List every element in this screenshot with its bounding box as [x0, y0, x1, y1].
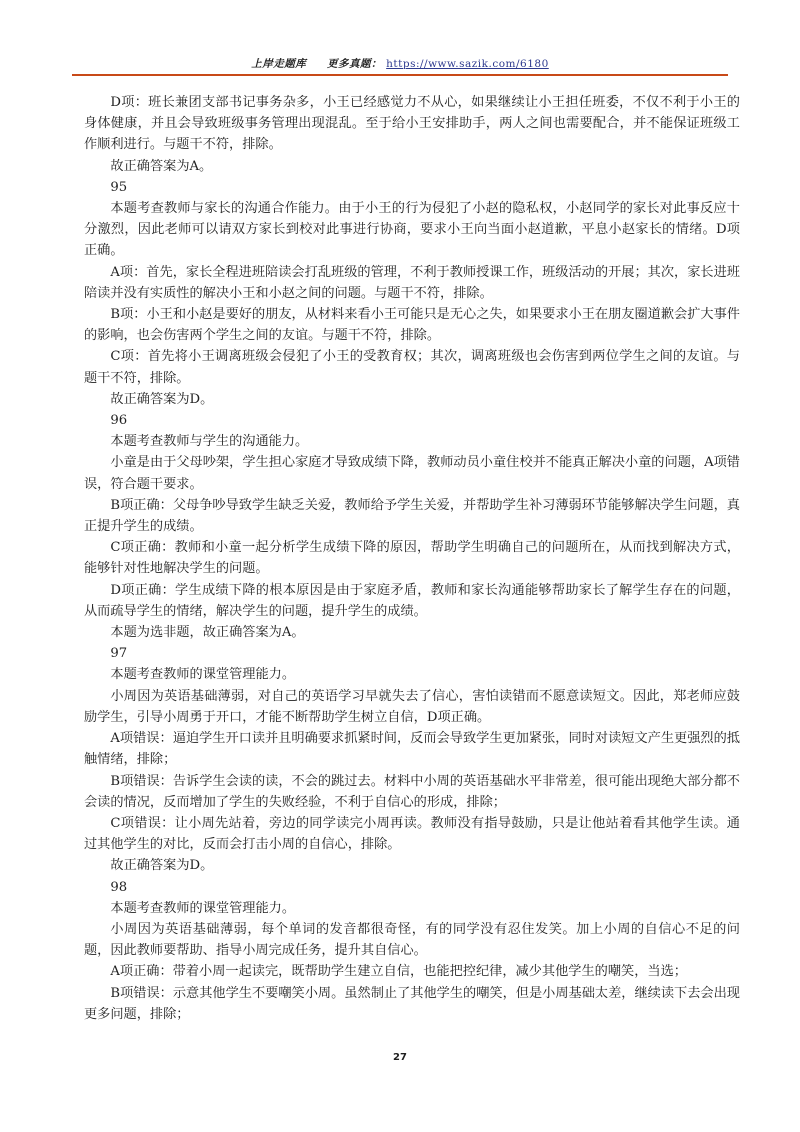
paragraph: C项错误：让小周先站着，旁边的同学读完小周再读。教师没有指导鼓励，只是让他站着看其他学生读。通过其他学生的对比，反而会打击小周的自信心，排除。	[84, 815, 740, 853]
question-number: 96	[110, 413, 128, 429]
paragraph: A项错误：逼迫学生开口读并且明确要求抓紧时间，反而会导致学生更加紧张，同时对读短文产生更强烈的抵触情绪，排除；	[84, 731, 740, 768]
question-number: 98	[110, 879, 128, 895]
paragraph: D项：班长兼团支部书记事务杂多，小王已经感觉力不从心，如果继续让小王担任班委，不仅不利于小王的身体健康，并且会导致班级事务管理出现混乱。至于给小王安排助手，两人之间也需要配合，并不能保证班级工作顺利进行。与题干不符，排除。	[84, 95, 740, 153]
header-source-label: 上岸走题库	[251, 58, 307, 70]
paragraph: 本题为选非题，故正确答案为A。	[110, 625, 305, 641]
paragraph: 故正确答案为A。	[110, 158, 213, 174]
paragraph: 小周因为英语基础薄弱，对自己的英语学习早就失去了信心，害怕读错而不愿意读短文。因此，郑老师应鼓励学生，引导小周勇于开口，才能不断帮助学生树立自信，D项正确。	[84, 688, 740, 725]
header-divider	[72, 74, 728, 76]
document-body	[84, 92, 740, 1025]
header-url-link[interactable]: https://www.sazik.com/6180	[386, 58, 549, 70]
paragraph: B项：小王和小赵是要好的朋友，从材料来看小王可能只是无心之失，如果要求小王在朋友圈道歉会扩大事件的影响，也会伤害两个学生之间的友谊。与题干不符，排除。	[84, 307, 740, 344]
paragraph: 故正确答案为D。	[110, 858, 214, 874]
paragraph: B项错误：示意其他学生不要嘲笑小周。虽然制止了其他学生的嘲笑，但是小周基础太差，继续读下去会出现更多问题，排除；	[84, 985, 740, 1022]
paragraph: 本题考查教师的课堂管理能力。	[110, 900, 296, 916]
question-number: 97	[110, 646, 128, 662]
paragraph: 小童是由于父母吵架，学生担心家庭才导致成绩下降，教师动员小童住校并不能真正解决小童的问题，A项错误，符合题干要求。	[84, 455, 740, 492]
paragraph: B项错误：告诉学生会读的读，不会的跳过去。材料中小周的英语基础水平非常差，很可能出现绝大部分都不会读的情况，反而增加了学生的失败经验，不利于自信心的形成，排除；	[84, 773, 740, 810]
paragraph: C项正确：教师和小童一起分析学生成绩下降的原因，帮助学生明确自己的问题所在，从而找到解决方式，能够针对性地解决学生的问题。	[84, 540, 740, 577]
paragraph: 本题考查教师的课堂管理能力。	[110, 667, 296, 683]
page-number: 27	[393, 1052, 407, 1063]
paragraph: A项：首先，家长全程进班陪读会打乱班级的管理，不利于教师授课工作，班级活动的开展；其次，家长进班陪读并没有实质性的解决小王和小赵之间的问题。与题干不符，排除。	[84, 264, 740, 301]
paragraph: 本题考查教师与学生的沟通能力。	[110, 434, 309, 450]
paragraph: 小周因为英语基础薄弱，每个单词的发音都很奇怪，有的同学没有忍住发笑。加上小周的自信心不足的问题，因此教师要帮助、指导小周完成任务，提升其自信心。	[84, 921, 740, 959]
question-number: 95	[110, 179, 128, 195]
header-more-label: 更多真题：	[326, 58, 382, 70]
paragraph: 故正确答案为D。	[110, 391, 214, 407]
paragraph: A项正确：带着小周一起读完，既帮助学生建立自信，也能把控纪律，减少其他学生的嘲笑，当选；	[110, 964, 687, 980]
page-header	[0, 56, 800, 71]
paragraph: C项：首先将小王调离班级会侵犯了小王的受教育权；其次，调离班级也会伤害到两位学生之间的友谊。与题干不符，排除。	[84, 349, 740, 386]
paragraph: 本题考查教师与家长的沟通合作能力。由于小王的行为侵犯了小赵的隐私权，小赵同学的家长对此事反应十分激烈，因此老师可以请双方家长到校对此事进行协商，要求小王向当面小赵道歉，平息小赵家长的情绪。D项正确。	[84, 201, 740, 259]
paragraph: B项正确：父母争吵导致学生缺乏关爱，教师给予学生关爱，并帮助学生补习薄弱环节能够解决学生问题，真正提升学生的成绩。	[84, 497, 740, 535]
paragraph: D项正确：学生成绩下降的根本原因是由于家庭矛盾，教师和家长沟通能够帮助家长了解学生存在的问题，从而疏导学生的情绪，解决学生的问题，提升学生的成绩。	[84, 582, 740, 619]
